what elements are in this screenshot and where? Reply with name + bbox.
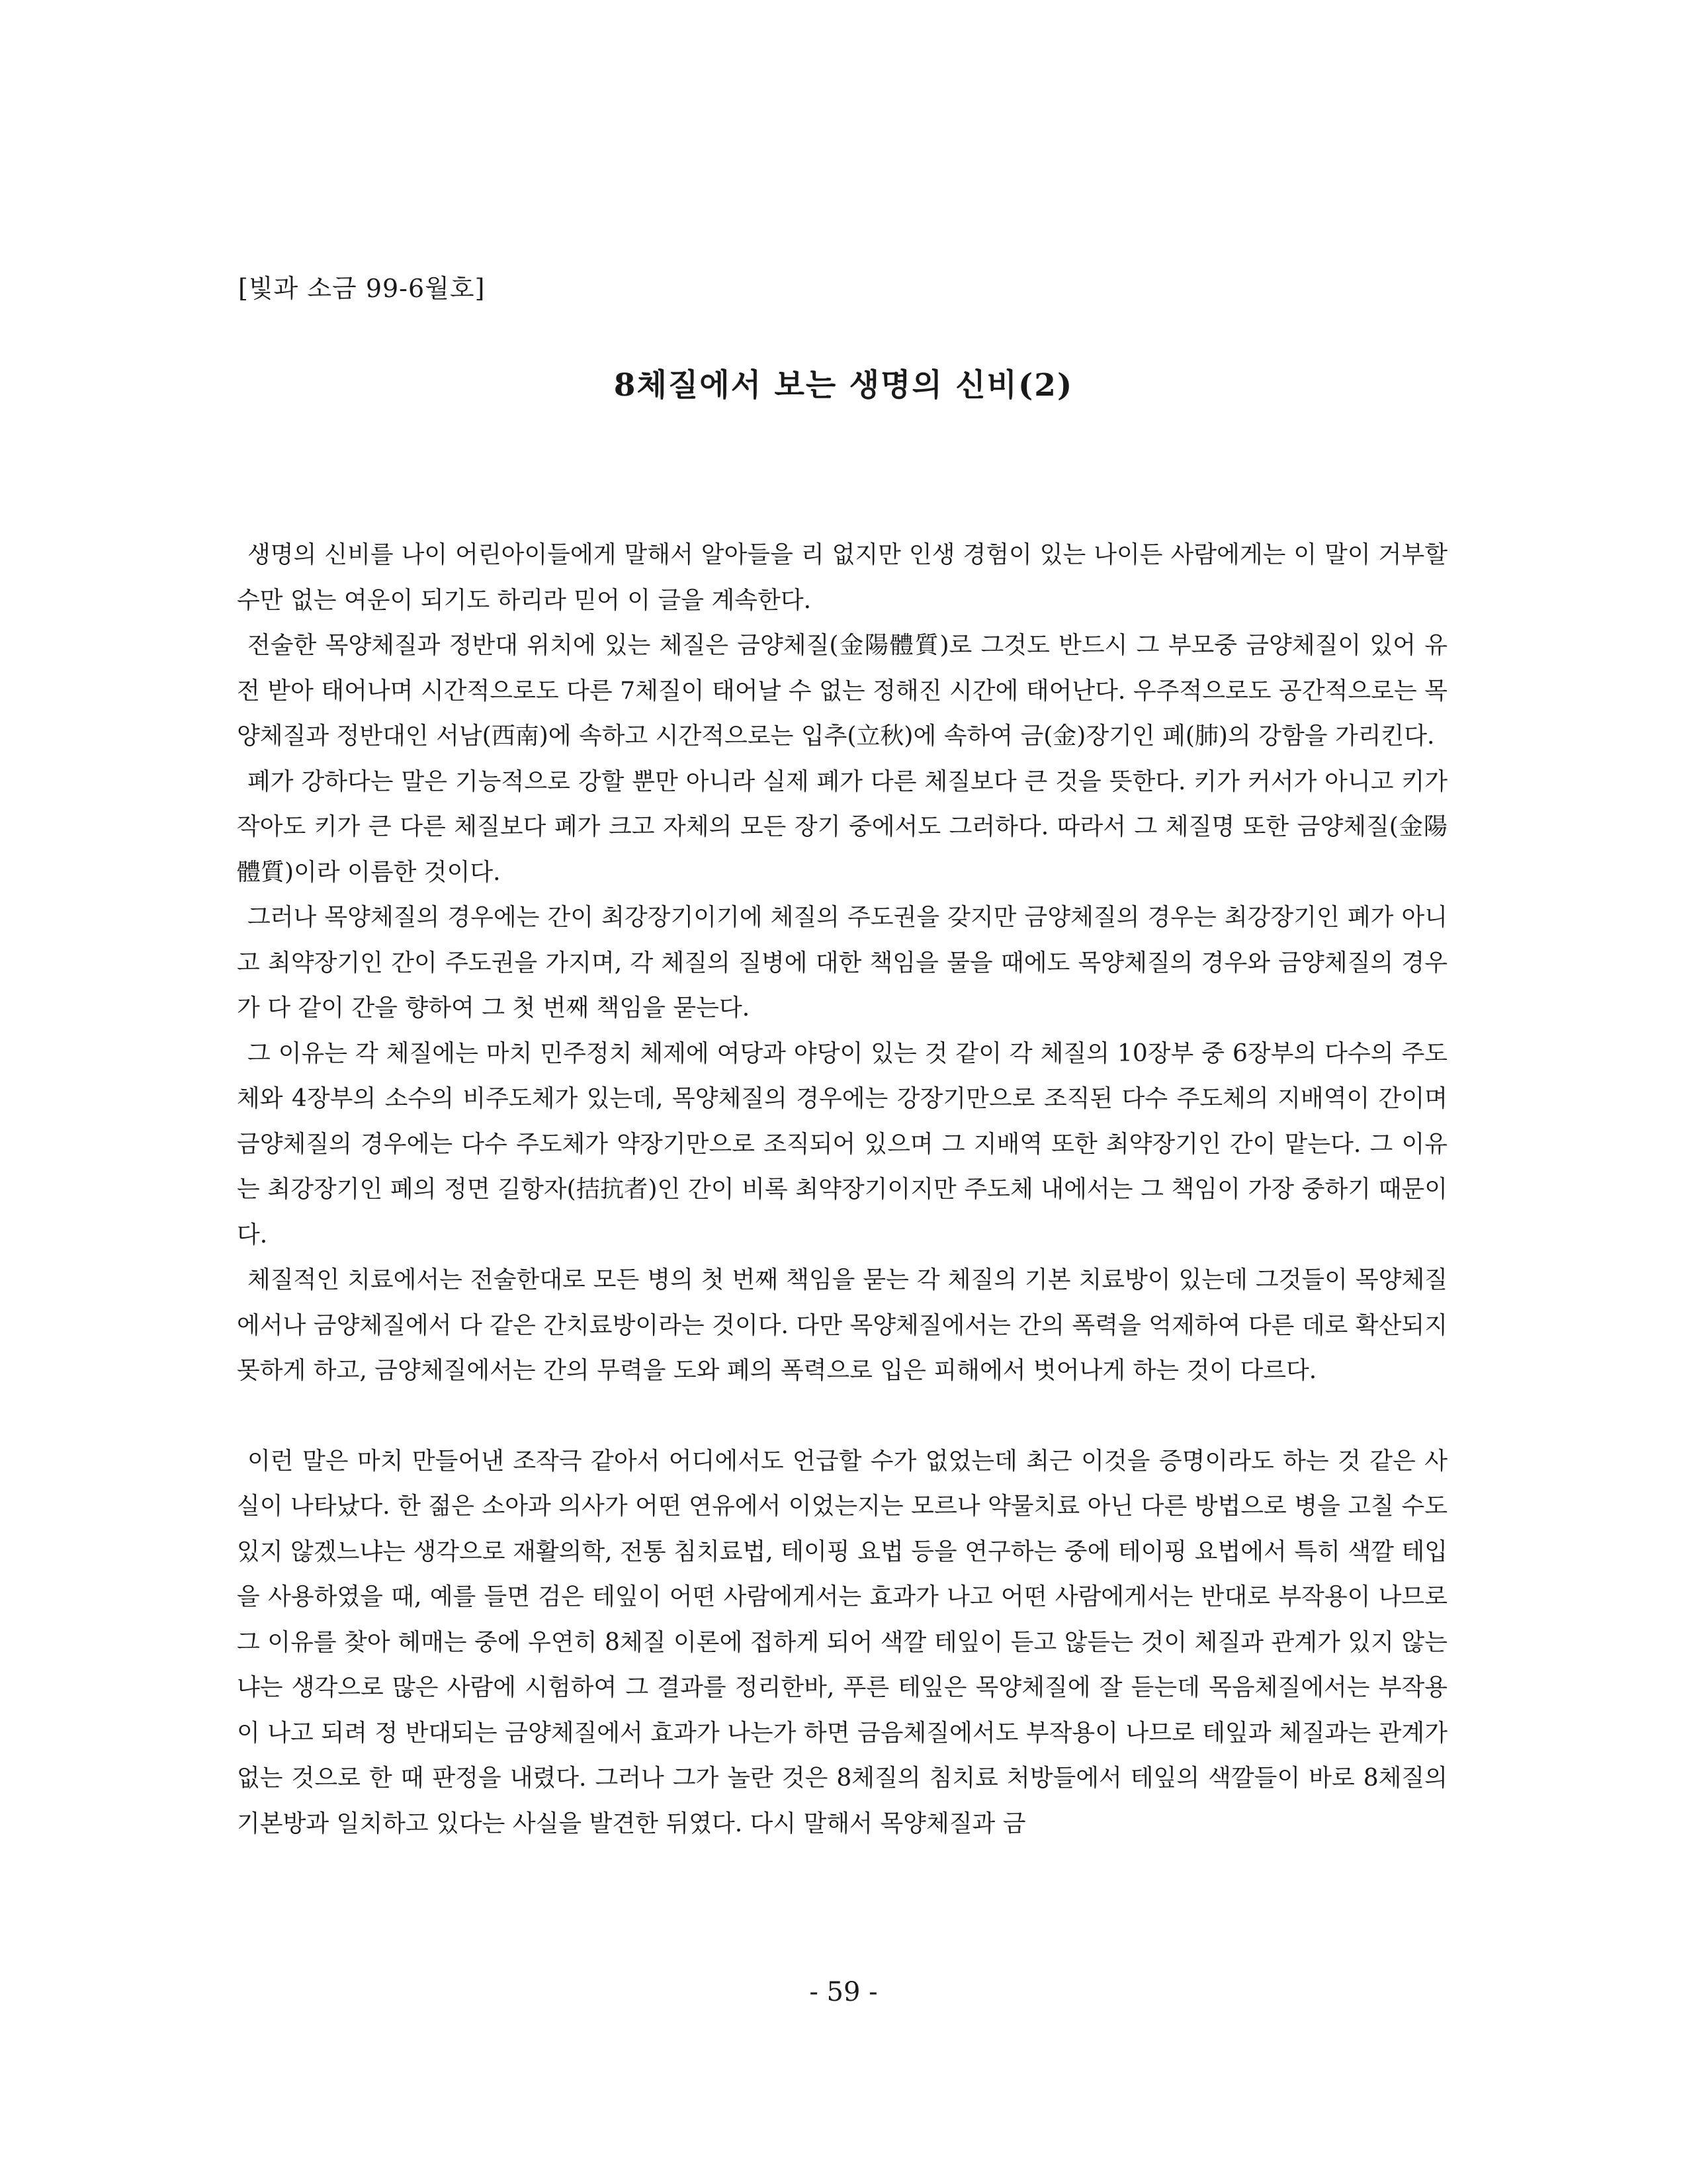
article-title: 8체질에서 보는 생명의 신비(2) bbox=[613, 367, 1074, 404]
paragraph-2: 전술한 목양체질과 정반대 위치에 있는 체질은 금양체질(金陽體質)로 그것도 반드시 그 부모중 금양체질이 있어 유전 받아 태어나며 시간적으로도 다른 7체질이 태어날 수 없는 정해진 시간에 태어난다. 우주적으로도 공간적으로는 목양체질과 정반대인 서남(西南)에 속하고 시간적으로는 입추(立秋)에 속하여 금(金)장기인 폐(肺)의 강함을 가리킨다. bbox=[237, 632, 1448, 750]
paragraph-1: 생명의 신비를 나이 어린아이들에게 말해서 알아들을 리 없지만 인생 경험이 있는 나이든 사람에게는 이 말이 거부할 수만 없는 여운이 되기도 하리라 믿어 이 글을 계속한다. bbox=[237, 541, 1448, 614]
paragraph-6: 체질적인 치료에서는 전술한대로 모든 병의 첫 번째 책임을 묻는 각 체질의 기본 치료방이 있는데 그것들이 목양체질에서나 금양체질에서 다 같은 간치료방이라는 것이다. 다만 목양체질에서는 간의 폭력을 억제하여 다른 데로 확산되지 못하게 하고, 금양체질에서는 간의 무력을 도와 폐의 폭력으로 입은 피해에서 벗어나게 하는 것이 다르다. bbox=[237, 1266, 1448, 1384]
source-label: [빛과 소금 99-6월호] bbox=[238, 274, 486, 303]
paragraph-3: 폐가 강하다는 말은 기능적으로 강할 뿐만 아니라 실제 폐가 다른 체질보다 큰 것을 뜻한다. 키가 커서가 아니고 키가 작아도 키가 큰 다른 체질보다 폐가 크고 자체의 모든 장기 중에서도 그러하다. 따라서 그 체질명 또한 금양체질(金陽體質)이라 이름한 것이다. bbox=[237, 767, 1448, 886]
article-body bbox=[237, 533, 1448, 1847]
paragraph-7: 이런 말은 마치 만들어낸 조작극 같아서 어디에서도 언급할 수가 없었는데 최근 이것을 증명이라도 하는 것 같은 사실이 나타났다. 한 젊은 소아과 의사가 어떤 연유에서 이었는지는 모르나 약물치료 아닌 다른 방법으로 병을 고칠 수도 있지 않겠느냐는 생각으로 재활의학, 전통 침치료법, 테이핑 요법 등을 연구하는 중에 테이핑 요법에서 특히 색깔 테입을 사용하였을 때, 예를 들면 검은 테잎이 어떤 사람에게서는 효과가 나고 어떤 사람에게서는 반대로 부작용이 나므로 그 이유를 찾아 헤매는 중에 우연히 8체질 이론에 접하게 되어 색깔 테잎이 듣고 않듣는 것이 체질과 관계가 있지 않는냐는 생각으로 많은 사람에 시험하여 그 결과를 정리한바, 푸른 테잎은 목양체질에 잘 듣는데 목음체질에서는 부작용이 나고 되려 정 반대되는 금양체질에서 효과가 나는가 하면 금음체질에서도 부작용이 나므로 테잎과 체질과는 관계가 없는 것으로 한 때 판정을 내렸다. 그러나 그가 놀란 것은 8체질의 침치료 처방들에서 테잎의 색깔들이 바로 8체질의 기본방과 일치하고 있다는 사실을 발견한 뒤였다. 다시 말해서 목양체질과 금 bbox=[237, 1447, 1448, 1837]
paragraph-5: 그 이유는 각 체질에는 마치 민주정치 체제에 여당과 야당이 있는 것 같이 각 체질의 10장부 중 6장부의 다수의 주도체와 4장부의 소수의 비주도체가 있는데, 목양체질의 경우에는 강장기만으로 조직된 다수 주도체의 지배역이 간이며 금양체질의 경우에는 다수 주도체가 약장기만으로 조직되어 있으며 그 지배역 또한 최약장기인 간이 맡는다. 그 이유는 최강장기인 폐의 정면 길항자(拮抗者)인 간이 비록 최약장기이지만 주도체 내에서는 그 책임이 가장 중하기 때문이다. bbox=[237, 1039, 1448, 1248]
page-number: - 59 - bbox=[809, 1977, 878, 2007]
paragraph-4: 그러나 목양체질의 경우에는 간이 최강장기이기에 체질의 주도권을 갖지만 금양체질의 경우는 최강장기인 폐가 아니고 최약장기인 간이 주도권을 가지며, 각 체질의 질병에 대한 책임을 물을 때에도 목양체질의 경우와 금양체질의 경우가 다 같이 간을 향하여 그 첫 번째 책임을 묻는다. bbox=[237, 904, 1448, 1022]
